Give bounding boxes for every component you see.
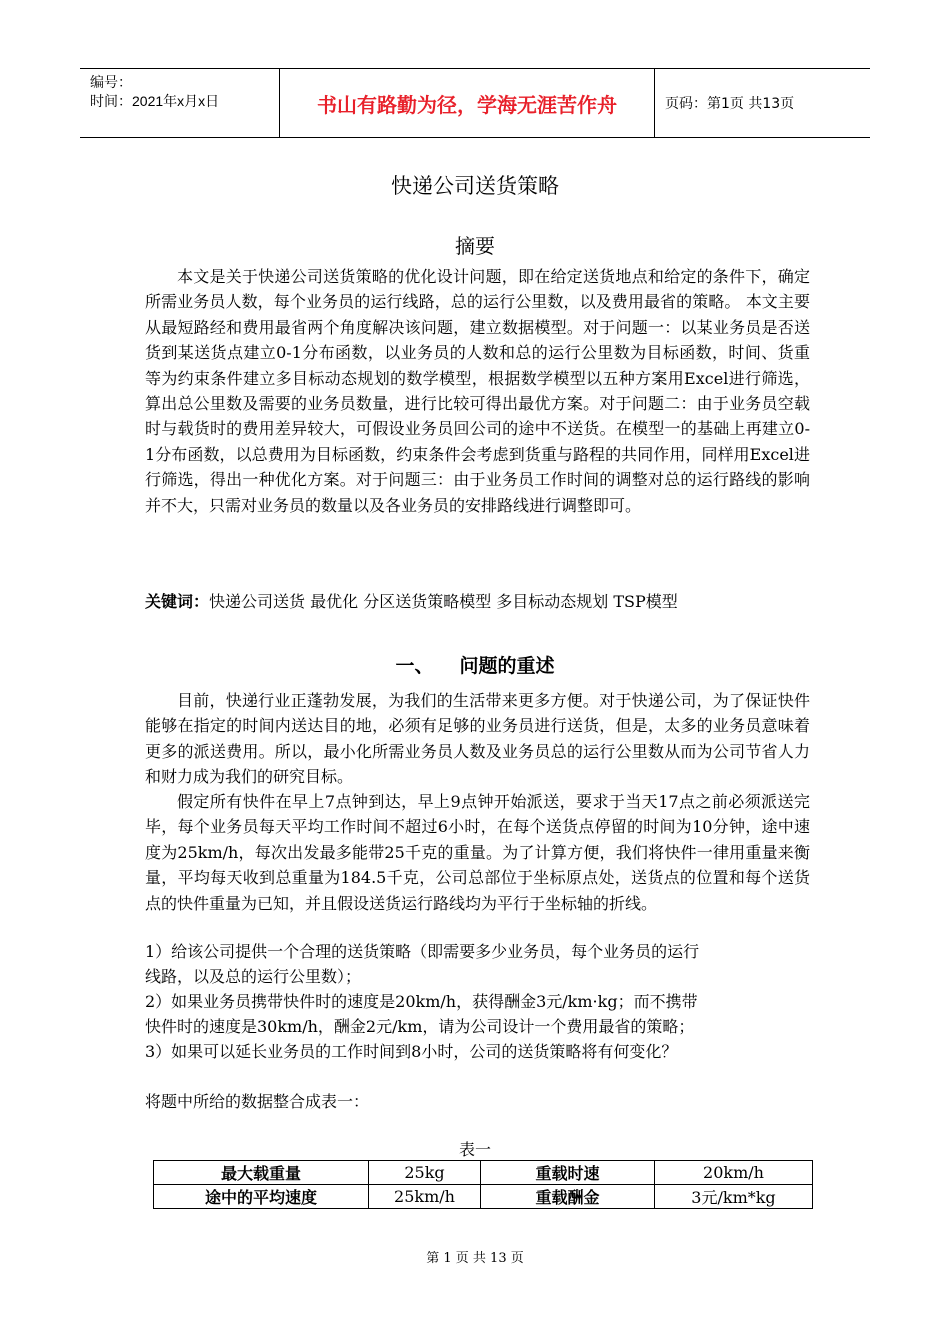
question-3-line-1: 3）如果可以延长业务员的工作时间到8小时，公司的送货策略将有何变化？	[145, 1042, 678, 1061]
question-1-line-2: 线路，以及总的运行公里数）；	[145, 967, 362, 986]
header-time-label: 时间：2021年x月x日	[90, 93, 220, 109]
table-row	[154, 1161, 813, 1185]
keywords	[145, 589, 678, 614]
page-footer: 第 1 页 共 13 页	[426, 1251, 524, 1266]
table-cell: 3元/km*kg	[655, 1185, 813, 1209]
table-cell: 重载酬金	[481, 1185, 655, 1209]
keywords-label: 关键词：	[145, 592, 210, 611]
abstract-heading: 摘要	[455, 234, 495, 258]
table-cell: 25km/h	[369, 1185, 481, 1209]
document-title: 快递公司送货策略	[391, 174, 559, 198]
question-2-line-2: 快件时的速度是30km/h，酬金2元/km，请为公司设计一个费用最省的策略；	[145, 1017, 695, 1036]
header-motto: 书山有路勤为径，学海无涯苦作舟	[280, 69, 655, 137]
table-cell: 25kg	[369, 1161, 481, 1185]
table-cell: 重载时速	[481, 1161, 655, 1185]
header-meta	[80, 69, 280, 137]
section-paragraph-2: 假定所有快件在早上7点钟到达，早上9点钟开始派送，要求于当天17点之前必须派送完毕，每个业务员每天平均工作时间不超过6小时，在每个送货点停留的时间为10分钟，途中速度为25km/h，每次出发最多能带25千克的重量。为了计算方便，我们将快件一律用重量来衡量，平均每天收到总重量为184.5千克，公司总部位于坐标原点处，送货点的位置和每个送货点的快件重量为已知，并且假设送货运行路线均为平行于坐标轴的折线。	[145, 792, 810, 913]
question-2-line-1: 2）如果业务员携带快件时的速度是20km/h，获得酬金3元/km·kg；而不携带	[145, 992, 698, 1011]
page-header	[80, 68, 870, 138]
table-intro: 将题中所给的数据整合成表一：	[145, 1092, 370, 1111]
table-cell: 20km/h	[655, 1161, 813, 1185]
section-paragraph-1: 目前，快递行业正蓬勃发展，为我们的生活带来更多方便。对于快递公司，为了保证快件能够在指定的时间内送达目的地，必须有足够的业务员进行送货，但是，太多的业务员意味着更多的派送费用。所以，最小化所需业务员人数及业务员总的运行公里数从而为公司节省人力和财力成为我们的研究目标。	[145, 691, 810, 787]
question-1-line-1: 1）给该公司提供一个合理的送货策略（即需要多少业务员，每个业务员的运行	[145, 942, 700, 961]
section-heading	[0, 651, 950, 678]
header-number-label: 编号：	[90, 74, 132, 90]
table-caption: 表一	[458, 1140, 491, 1159]
table-cell: 最大载重量	[154, 1161, 369, 1185]
data-table	[153, 1160, 813, 1209]
table-cell: 途中的平均速度	[154, 1185, 369, 1209]
section-title: 问题的重述	[459, 655, 555, 677]
section-number: 一、	[395, 655, 434, 677]
header-page-info: 页码：第1页 共13页	[665, 96, 795, 112]
abstract-paragraph: 本文是关于快递公司送货策略的优化设计问题，即在给定送货地点和给定的条件下，确定所需业务员人数，每个业务员的运行线路，总的运行公里数，以及费用最省的策略。 本文主要从最短路经和费用最省两个角度解决该问题，建立数据模型。对于问题一：以某业务员是否送货到某送货点建立0-1分布函数，以业务员的人数和总的运行公里数为目标函数，时间、货重等为约束条件建立多目标动态规划的数学模型，根据数学模型以五种方案用Excel进行筛选，算出总公里数及需要的业务员数量，进行比较可得出最优方案。对于问题二：由于业务员空载时与载货时的费用差异较大，可假设业务员回公司的途中不送货。在模型一的基础上再建立0-1分布函数，以总费用为目标函数，约束条件会考虑到货重与路程的共同作用，同样用Excel进行筛选，得出一种优化方案。对于问题三：由于业务员工作时间的调整对总的运行路线的影响并不大，只需对业务员的数量以及各业务员的安排路线进行调整即可。	[145, 267, 810, 515]
keywords-text: 快递公司送货 最优化 分区送货策略模型 多目标动态规划 TSP模型	[209, 592, 678, 611]
table-row	[154, 1185, 813, 1209]
